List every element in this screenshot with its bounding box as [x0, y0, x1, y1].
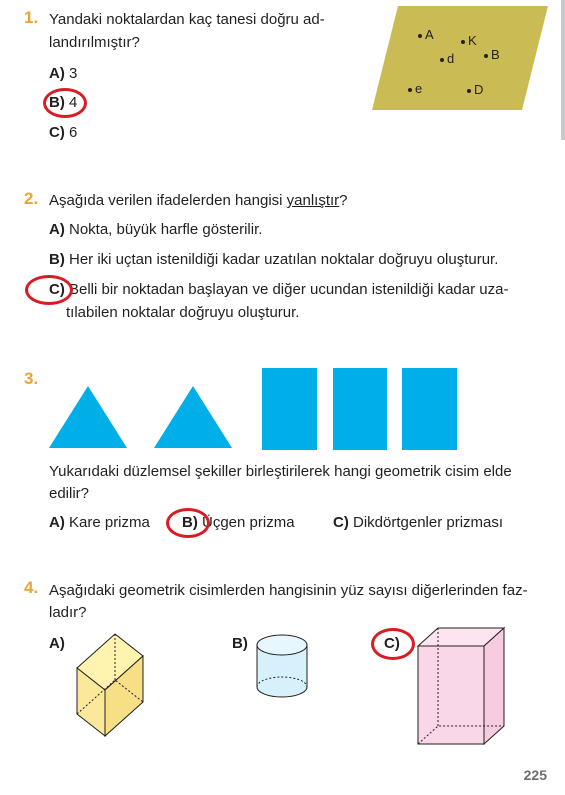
q2-option-c-line2: tılabilen noktalar doğruyu oluşturur. [66, 304, 300, 321]
question-3-line2: edilir? [49, 485, 90, 502]
page-edge [561, 0, 565, 140]
triangle-1 [49, 386, 127, 448]
q1-option-c[interactable]: C) 6 [49, 124, 78, 141]
rectangle-3 [402, 368, 457, 450]
q2-option-c[interactable]: C) Belli bir noktadan başlayan ve diğer ucundan istenildiği kadar uza- [49, 281, 509, 298]
q1-answer-mark [43, 88, 87, 118]
triangular-prism [75, 630, 145, 740]
point-d-lower: d [440, 51, 454, 66]
q2-option-b[interactable]: B) Her iki uçtan istenildiği kadar uzatılan noktalar doğruyu oluşturur. [49, 251, 499, 268]
point-d-upper: D [467, 82, 483, 97]
emphasis-word: yanlıştır [286, 192, 340, 209]
q4-option-b[interactable]: B) [232, 635, 248, 652]
question-4-line1: Aşağıdaki geometrik cisimlerden hangisinin yüz sayısı diğerlerinden faz- [49, 582, 528, 599]
q3-option-b[interactable]: B) Üçgen prizma [182, 514, 295, 531]
rectangle-2 [333, 368, 387, 450]
question-1-line1: Yandaki noktalardan kaç tanesi doğru ad- [49, 11, 325, 28]
question-2-text: Aşağıda verilen ifadelerden hangisi yanlıştır? [49, 192, 348, 209]
question-3-line1: Yukarıdaki düzlemsel şekiller birleştirilerek hangi geometrik cisim elde [49, 463, 512, 480]
point-a: A [418, 27, 434, 42]
q4-answer-mark [371, 628, 415, 660]
rectangle-1 [262, 368, 317, 450]
plane-figure [370, 4, 552, 112]
cylinder [254, 632, 310, 702]
question-4-line2: ladır? [49, 604, 87, 621]
q1-option-a[interactable]: A) 3 [49, 65, 78, 82]
question-1-number: 1. [24, 8, 39, 27]
q3-answer-mark [166, 508, 210, 538]
q3-option-c[interactable]: C) Dikdörtgenler prizması [333, 514, 504, 531]
q2-option-a[interactable]: A) Nokta, büyük harfle gösterilir. [49, 221, 263, 238]
question-4-number: 4. [24, 578, 39, 597]
q3-option-a[interactable]: A) Kare prizma [49, 514, 150, 531]
q1-option-b[interactable]: B) 4 [49, 94, 78, 111]
q2-answer-mark [25, 275, 73, 305]
question-1-line2: landırılmıştır? [49, 34, 140, 51]
point-k: K [461, 33, 477, 48]
point-b: B [484, 47, 500, 62]
q4-option-a[interactable]: A) [49, 635, 65, 652]
question-3-number: 3. [24, 369, 39, 388]
plane-shape [372, 6, 548, 110]
q4-option-c[interactable]: C) [384, 635, 400, 652]
rectangular-prism [416, 626, 506, 748]
point-e: e [408, 81, 422, 96]
triangle-2 [154, 386, 232, 448]
page-number: 225 [523, 767, 547, 783]
question-2-number: 2. [24, 189, 39, 208]
